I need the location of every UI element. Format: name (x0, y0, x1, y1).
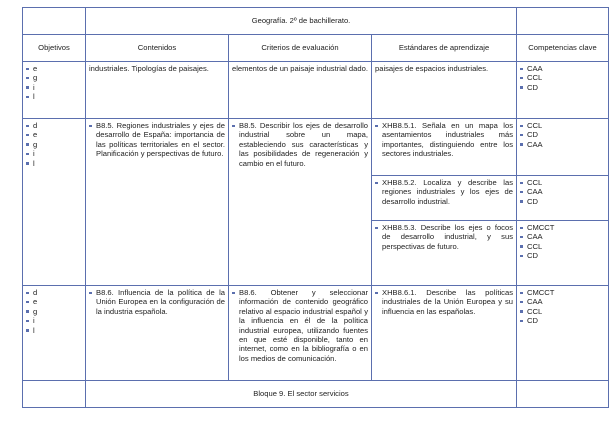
list-item: e (26, 297, 82, 306)
list-item: e (26, 130, 82, 139)
list-item: CAA (520, 297, 605, 306)
list-item: i (26, 149, 82, 158)
list-item: CMCCT (520, 223, 605, 232)
header-contenidos: Contenidos (86, 35, 229, 62)
estandares-list (375, 223, 513, 251)
list-item: g (26, 73, 82, 82)
list-item: B8.5. Describir los ejes de desarrollo industrial sobre un mapa, estableciendo sus características y las posibilidades de regeneración y cambio en el futuro. (232, 121, 368, 168)
competencias-cell (517, 62, 609, 119)
empty-corner-cell (517, 381, 609, 408)
objetivos-cell (23, 286, 86, 381)
list-item: CAA (520, 187, 605, 196)
list-item: l (26, 92, 82, 101)
estandares-cell: paisajes de espacios industriales. (372, 62, 517, 119)
list-item: CAA (520, 64, 605, 73)
list-item: CD (520, 83, 605, 92)
list-item: CAA (520, 140, 605, 149)
objetivos-cell (23, 62, 86, 119)
list-item: CD (520, 251, 605, 260)
list-item: B8.6. Influencia de la política de la Unión Europea en la configuración de la industria española. (89, 288, 225, 316)
list-item: XHB8.6.1. Describe las políticas industriales de la Unión Europea y su influencia en las españolas. (375, 288, 513, 316)
estandares-cell (372, 176, 517, 221)
contenidos-list (89, 121, 225, 159)
list-item: XHB8.5.3. Describe los ejes o focos de desarrollo industrial, y sus perspectivas de futuro. (375, 223, 513, 251)
curriculum-table (22, 7, 609, 408)
header-objetivos: Objetivos (23, 35, 86, 62)
empty-corner-cell (517, 8, 609, 35)
competencias-cell (517, 221, 609, 286)
competencias-cell (517, 119, 609, 176)
list-item: CCL (520, 73, 605, 82)
estandares-cell (372, 286, 517, 381)
header-estandares: Estándares de aprendizaje (372, 35, 517, 62)
estandares-cell (372, 221, 517, 286)
list-item: XHB8.5.2. Localiza y describe las regiones industriales y los ejes de desarrollo industrial. (375, 178, 513, 206)
table-title: Geografía. 2º de bachillerato. (86, 8, 517, 35)
competencias-list (520, 64, 605, 92)
empty-corner-cell (23, 381, 86, 408)
list-item: CD (520, 130, 605, 139)
estandares-cell (372, 119, 517, 176)
objetivos-list (26, 64, 82, 102)
list-item: CCL (520, 242, 605, 251)
estandares-list (375, 121, 513, 159)
competencias-cell (517, 176, 609, 221)
list-item: l (26, 159, 82, 168)
list-item: i (26, 83, 82, 92)
estandares-list (375, 178, 513, 206)
list-item: l (26, 326, 82, 335)
list-item: B8.6. Obtener y seleccionar información de contenido geográfico relativo al espacio industrial español y la influencia en él de la política industrial europea, utilizando fuentes en que esté disponible, tanto en internet, como en la bibliografía o en los medios de comunicación. (232, 288, 368, 363)
list-item: d (26, 288, 82, 297)
list-item: CCL (520, 121, 605, 130)
table-row (23, 286, 609, 381)
objetivos-list (26, 121, 82, 168)
list-item: CD (520, 197, 605, 206)
competencias-cell (517, 286, 609, 381)
criterios-cell: elementos de un paisaje industrial dado. (229, 62, 372, 119)
contenidos-cell (86, 119, 229, 286)
competencias-list (520, 223, 605, 261)
list-item: CCL (520, 178, 605, 187)
list-item: XHB8.5.1. Señala en un mapa los asentamientos industriales más importantes, distinguiendo entre los sectores industriales. (375, 121, 513, 159)
list-item: g (26, 307, 82, 316)
criterios-cell (229, 119, 372, 286)
competencias-list (520, 288, 605, 326)
contenidos-cell: industriales. Tipologías de paisajes. (86, 62, 229, 119)
criterios-cell (229, 286, 372, 381)
list-item: CAA (520, 232, 605, 241)
table-row (23, 119, 609, 176)
empty-corner-cell (23, 8, 86, 35)
competencias-list (520, 178, 605, 206)
header-criterios: Criterios de evaluación (229, 35, 372, 62)
list-item: d (26, 121, 82, 130)
estandares-list (375, 288, 513, 316)
competencias-list (520, 121, 605, 149)
list-item: CD (520, 316, 605, 325)
criterios-list (232, 121, 368, 168)
header-competencias: Competencias clave (517, 35, 609, 62)
list-item: CMCCT (520, 288, 605, 297)
contenidos-cell (86, 286, 229, 381)
list-item: CCL (520, 307, 605, 316)
contenidos-list (89, 288, 225, 316)
table-row (23, 62, 609, 119)
list-item: g (26, 140, 82, 149)
list-item: i (26, 316, 82, 325)
criterios-list (232, 288, 368, 363)
list-item: e (26, 64, 82, 73)
objetivos-cell (23, 119, 86, 286)
block-title: Bloque 9. El sector servicios (86, 381, 517, 408)
objetivos-list (26, 288, 82, 335)
list-item: B8.5. Regiones industriales y ejes de desarrollo de España: importancia de las políticas territoriales en el sector. Planificación y perspectivas de futuro. (89, 121, 225, 159)
